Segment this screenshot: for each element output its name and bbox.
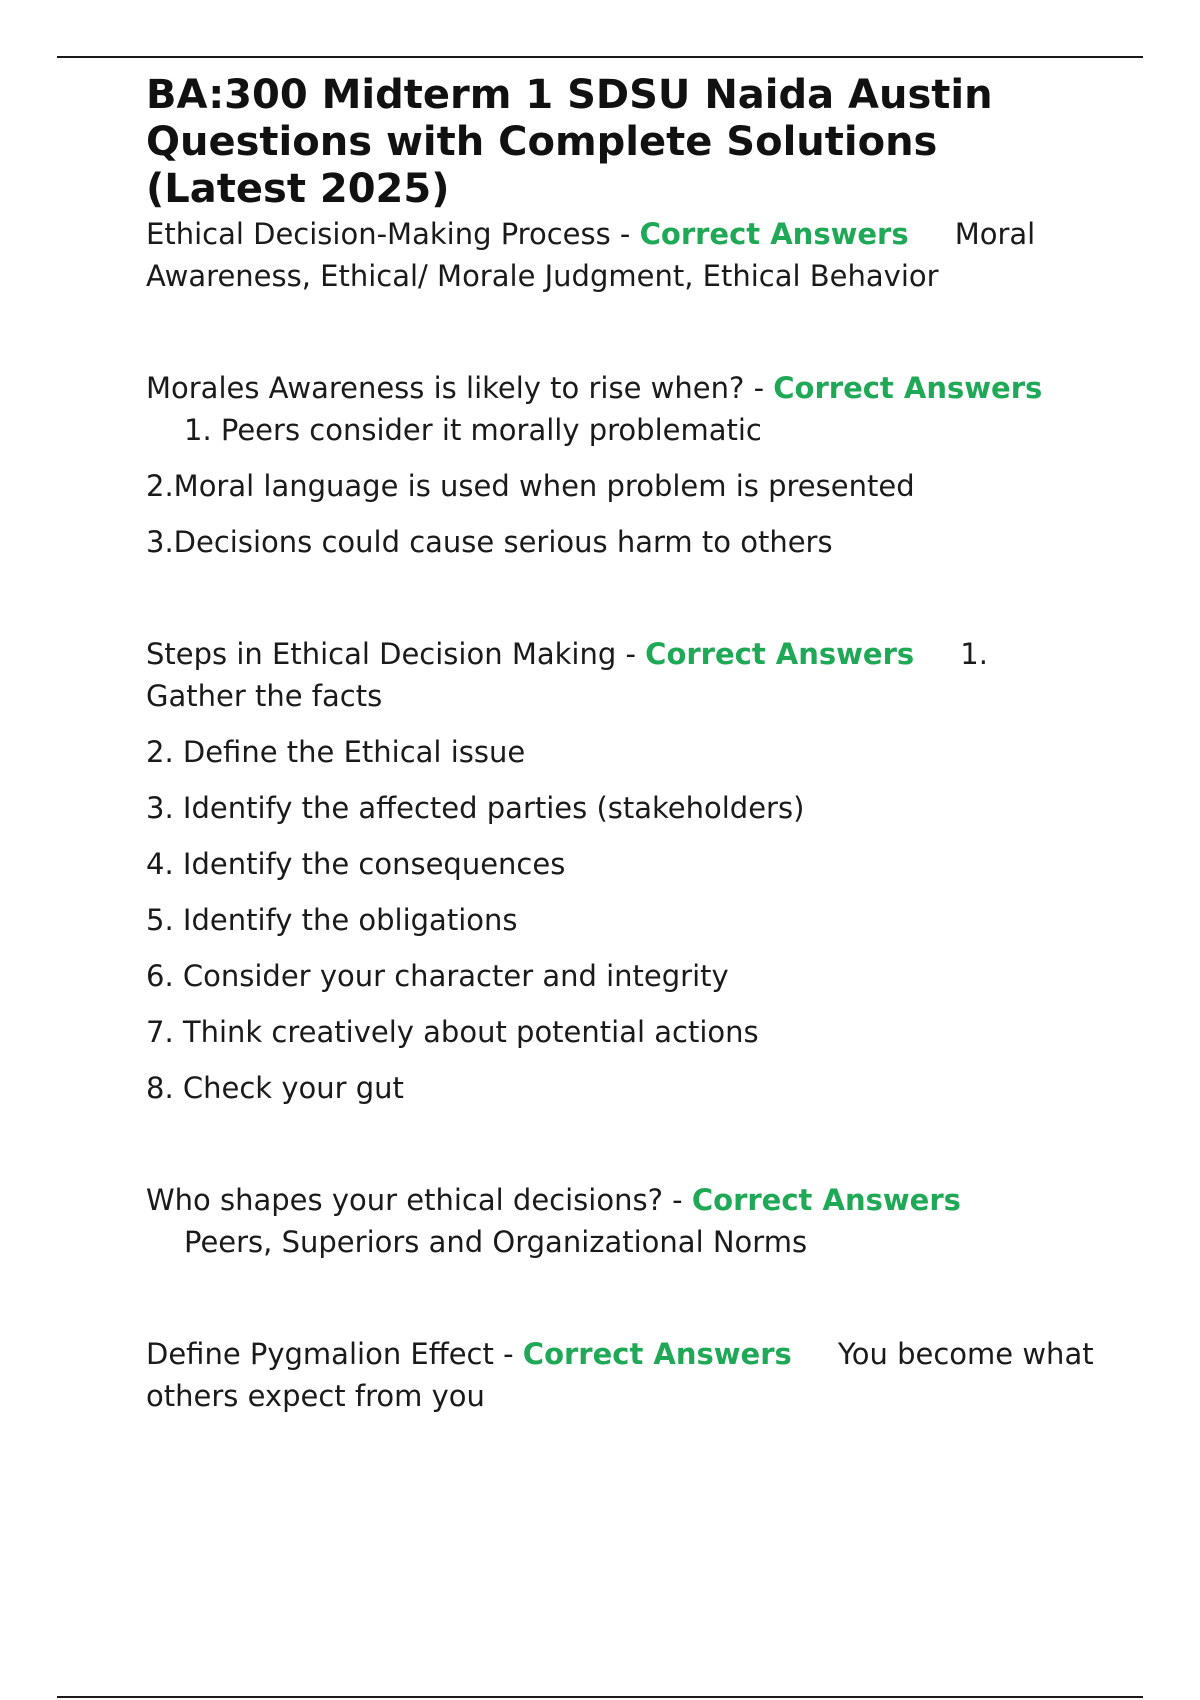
step-line: 6. Consider your character and integrity xyxy=(146,959,729,993)
step-line: 8. Check your gut xyxy=(146,1071,404,1105)
answer-text: 1. Gather the facts xyxy=(146,637,988,713)
answer-line: 3.Decisions could cause serious harm to others xyxy=(146,525,833,559)
qa-item-pygmalion xyxy=(146,1333,1096,1417)
correct-answers-label: Correct Answers xyxy=(773,371,1043,405)
step-line: 4. Identify the consequences xyxy=(146,847,566,881)
answer-line: 2.Moral language is used when problem is presented xyxy=(146,469,915,503)
answer-text: Moral Awareness, Ethical/ Morale Judgment, Ethical Behavior xyxy=(146,217,1036,293)
correct-answers-label: Correct Answers xyxy=(522,1337,792,1371)
question-text: Define Pygmalion Effect - xyxy=(146,1337,523,1371)
bottom-rule xyxy=(57,1696,1143,1698)
correct-answers-label: Correct Answers xyxy=(691,1183,961,1217)
document-body xyxy=(146,72,1096,1417)
question-text: Who shapes your ethical decisions? - xyxy=(146,1183,692,1217)
answer-line: 1. Peers consider it morally problematic xyxy=(184,413,762,447)
step-line: 5. Identify the obligations xyxy=(146,903,518,937)
question-text: Morales Awareness is likely to rise when? - xyxy=(146,371,774,405)
question-text: Ethical Decision-Making Process - xyxy=(146,217,640,251)
qa-item-morales-awareness xyxy=(146,367,1096,409)
answer-text: You become what others expect from you xyxy=(146,1337,1094,1413)
question-text: Steps in Ethical Decision Making - xyxy=(146,637,646,671)
qa-item-steps xyxy=(146,633,1096,717)
answer-line: Peers, Superiors and Organizational Norms xyxy=(184,1225,808,1259)
top-rule xyxy=(57,56,1143,58)
step-line: 3. Identify the affected parties (stakeholders) xyxy=(146,791,805,825)
qa-item-ethical-process xyxy=(146,213,1096,297)
correct-answers-label: Correct Answers xyxy=(639,217,909,251)
step-line: 7. Think creatively about potential actions xyxy=(146,1015,759,1049)
step-line: 2. Define the Ethical issue xyxy=(146,735,526,769)
qa-item-who-shapes xyxy=(146,1179,1096,1221)
document-title: BA:300 Midterm 1 SDSU Naida Austin Questions with Complete Solutions (Latest 2025) xyxy=(146,72,993,212)
correct-answers-label: Correct Answers xyxy=(645,637,915,671)
